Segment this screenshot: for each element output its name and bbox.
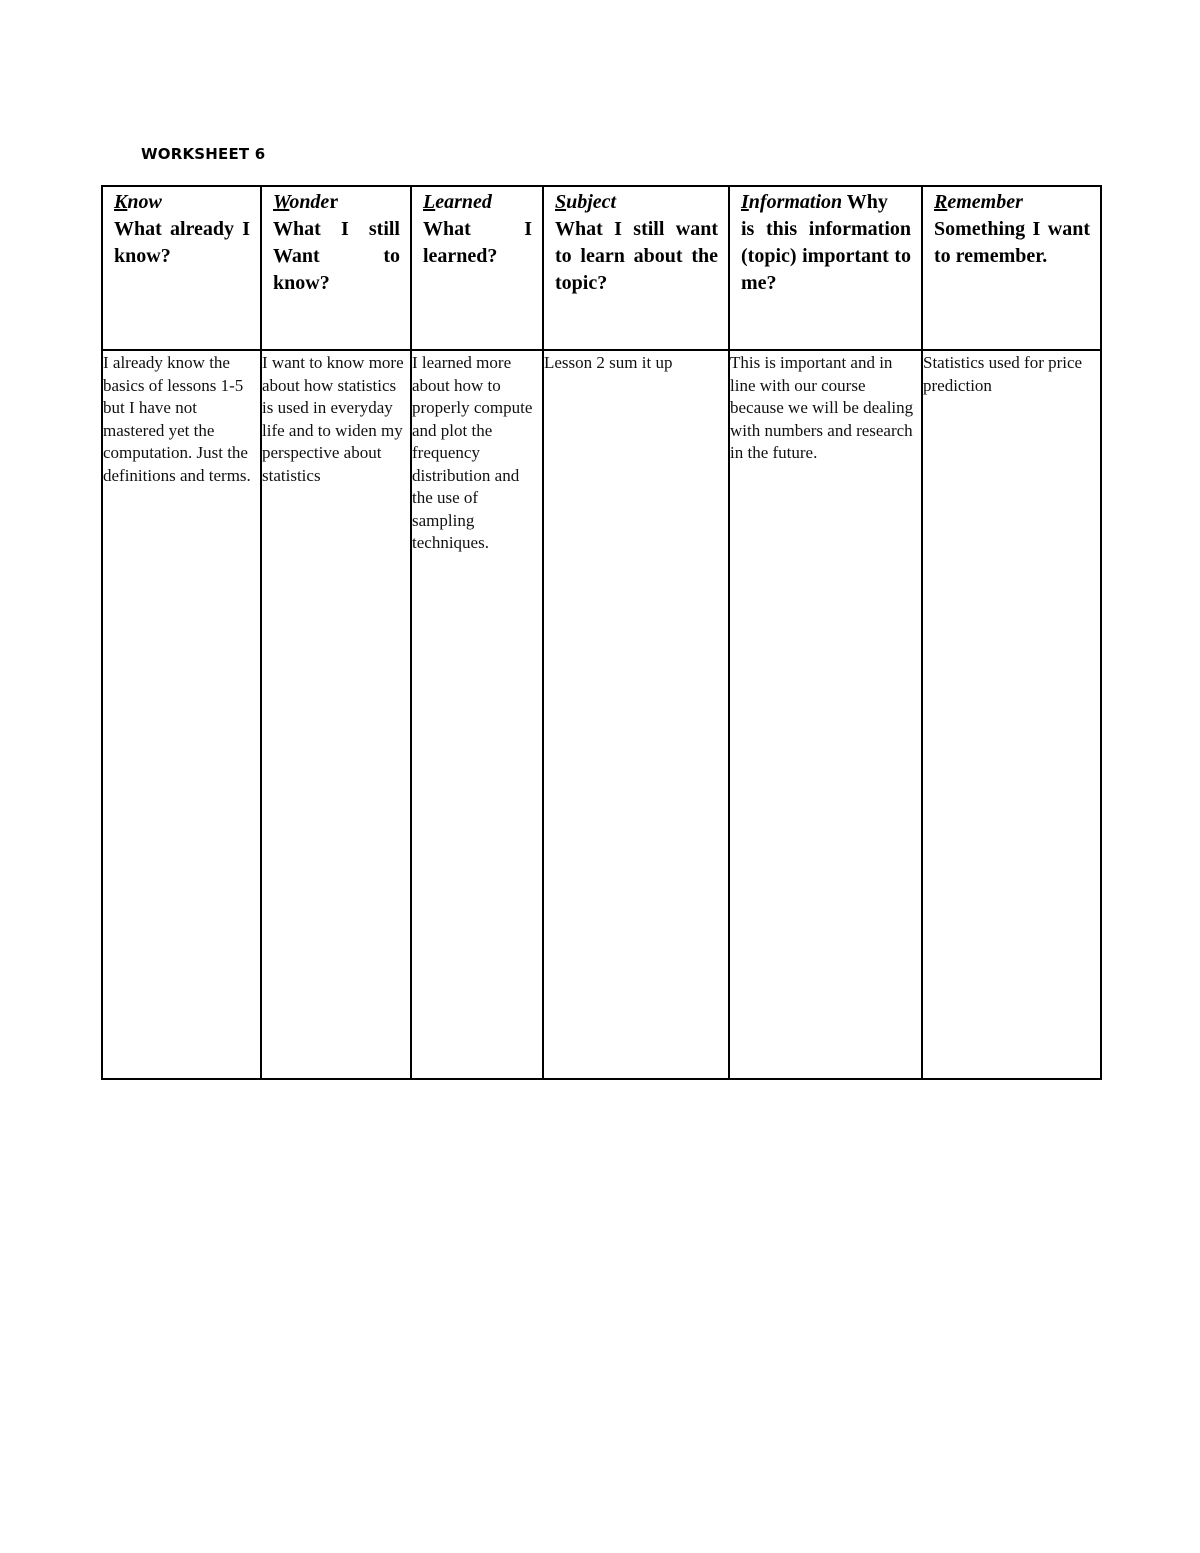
- response-cell-know: I already know the basics of lessons 1-5 but I have not mastered yet the computation. Just the definitions and terms.: [102, 350, 261, 1079]
- response-cell-wonder: I want to know more about how statistics is used in everyday life and to widen my perspective about statistics: [261, 350, 411, 1079]
- response-cell-remember: Statistics used for price prediction: [922, 350, 1101, 1079]
- column-prompt: What already I know?: [114, 218, 250, 267]
- column-prompt: Something I want to remember.: [934, 218, 1090, 267]
- header-cell-remember: [922, 186, 1101, 350]
- column-prompt: is this information (topic) important to me?: [741, 218, 911, 294]
- header-cell-wonder: [261, 186, 411, 350]
- column-keyword: Remember: [934, 191, 1023, 213]
- column-prompt: What I still Want to know?: [273, 218, 400, 294]
- response-cell-learned: I learned more about how to properly compute and plot the frequency distribution and the use of sampling techniques.: [411, 350, 543, 1079]
- header-cell-information: [729, 186, 922, 350]
- column-keyword: Know: [114, 191, 162, 213]
- header-row: [102, 186, 1101, 350]
- header-cell-subject: [543, 186, 729, 350]
- column-prompt: What I learned?: [423, 218, 532, 267]
- column-keyword: Information Why: [741, 191, 888, 213]
- column-keyword: Wonder: [273, 191, 339, 213]
- response-cell-information: This is important and in line with our course because we will be dealing with numbers and research in the future.: [729, 350, 922, 1079]
- column-keyword: Subject: [555, 191, 617, 213]
- column-prompt: What I still want to learn about the topic?: [555, 218, 718, 294]
- response-row: [102, 350, 1101, 1079]
- worksheet-title: WORKSHEET 6: [141, 145, 266, 163]
- response-cell-subject: Lesson 2 sum it up: [543, 350, 729, 1079]
- header-cell-learned: [411, 186, 543, 350]
- kwlsir-table: [101, 185, 1102, 1080]
- column-keyword: Learned: [423, 191, 492, 213]
- header-cell-know: [102, 186, 261, 350]
